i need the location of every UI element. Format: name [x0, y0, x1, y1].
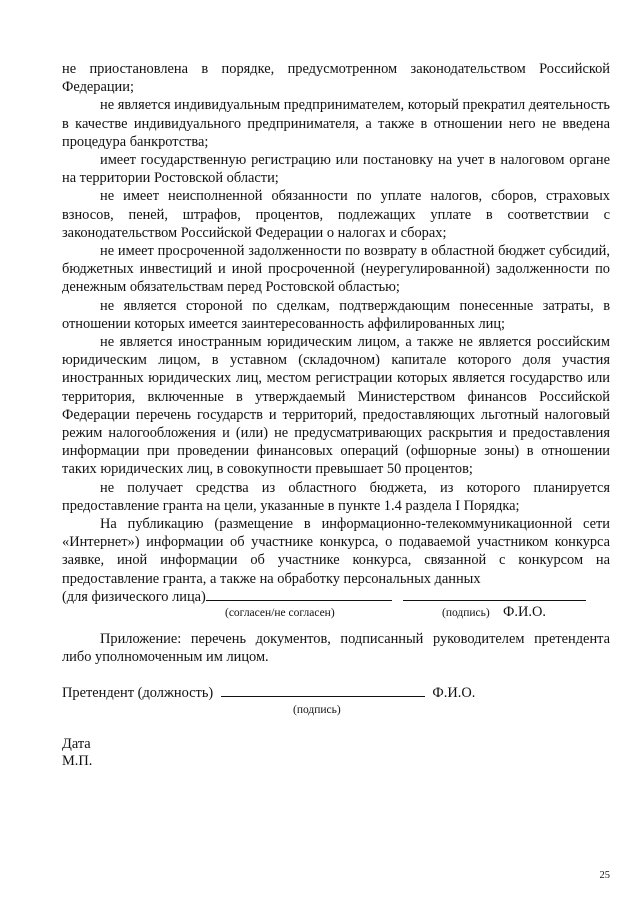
consent-prefix: (для физического лица) [62, 588, 206, 605]
consent-fio: Ф.И.О. [503, 603, 546, 620]
paragraph: не является иностранным юридическим лицом, а также не является российским юридическим лицом, в уставном (складочном) капитале которого доля участия иностранных юридических лиц, местом регистрации которых является государство или территория, включенные в утверждаемый Министерством финансов Российской Федерации перечень государств и территорий, предоставляющих льготный налоговый режим налогообложения и (или) не предусматривающих раскрытия и предоставления информации при проведении финансовых операций (офшорные зоны) в отношении таких юридических лиц, в совокупности превышает 50 процентов; [62, 334, 610, 478]
consent-paragraph: На публикацию (размещение в информационно-телекоммуникационной сети «Интернет») информации об участнике конкурса, о подаваемой участником конкурса заявке, иной информации об участнике конкурса, связанной с конкурсом на предоставление гранта, а также на обработку персональных данных [62, 516, 610, 587]
consent-captions [62, 603, 610, 620]
appendix-text: Приложение: перечень документов, подписанный руководителем претендента либо уполномоченным им лицом. [62, 631, 610, 666]
paragraph: не является индивидуальным предпринимателем, который прекратил деятельность в качестве индивидуального предпринимателя, а также в отношении него не введена процедура банкротства; [62, 97, 610, 150]
consent-signature-line[interactable] [403, 588, 586, 601]
applicant-signature-block [62, 684, 610, 716]
seal-label: М.П. [62, 753, 93, 769]
consent-caption: (согласен/не согласен) [225, 606, 335, 619]
applicant-label: Претендент (должность) [62, 685, 214, 701]
requirements-text [62, 60, 610, 620]
paragraph: не имеет неисполненной обязанности по уплате налогов, сборов, страховых взносов, пеней, штрафов, процентов, подлежащих уплате в соответствии с законодательством Российской Федерации о налогах и сборах; [62, 188, 610, 241]
paragraph: не получает средства из областного бюджета, из которого планируется предоставление гранта на цели, указанные в пункте 1.4 раздела I Порядка; [62, 479, 610, 514]
paragraph: не имеет просроченной задолженности по возврату в областной бюджет субсидий, бюджетных инвестиций и иной просроченной (неурегулированной) задолженности по денежным обязательствам перед Ростовской областью; [62, 243, 610, 296]
applicant-row [62, 684, 610, 702]
signature-caption: (подпись) [442, 606, 490, 619]
applicant-signature-line[interactable] [221, 684, 425, 697]
paragraph: имеет государственную регистрацию или постановку на учет в налоговом органе на территории Ростовской области; [62, 152, 610, 187]
appendix-note [62, 630, 610, 666]
page-number: 25 [599, 870, 610, 881]
applicant-caption-row [62, 702, 610, 716]
paragraph: не приостановлена в порядке, предусмотренном законодательством Российской Федерации; [62, 61, 610, 96]
date-seal-block [62, 736, 92, 770]
applicant-signature-caption: (подпись) [293, 704, 341, 716]
applicant-fio: Ф.И.О. [432, 685, 476, 701]
date-label: Дата [62, 736, 91, 752]
consent-line[interactable] [206, 588, 392, 601]
paragraph: не является стороной по сделкам, подтверждающим понесенные затраты, в отношении которых имеется заинтересованность аффилированных лиц; [62, 297, 610, 332]
